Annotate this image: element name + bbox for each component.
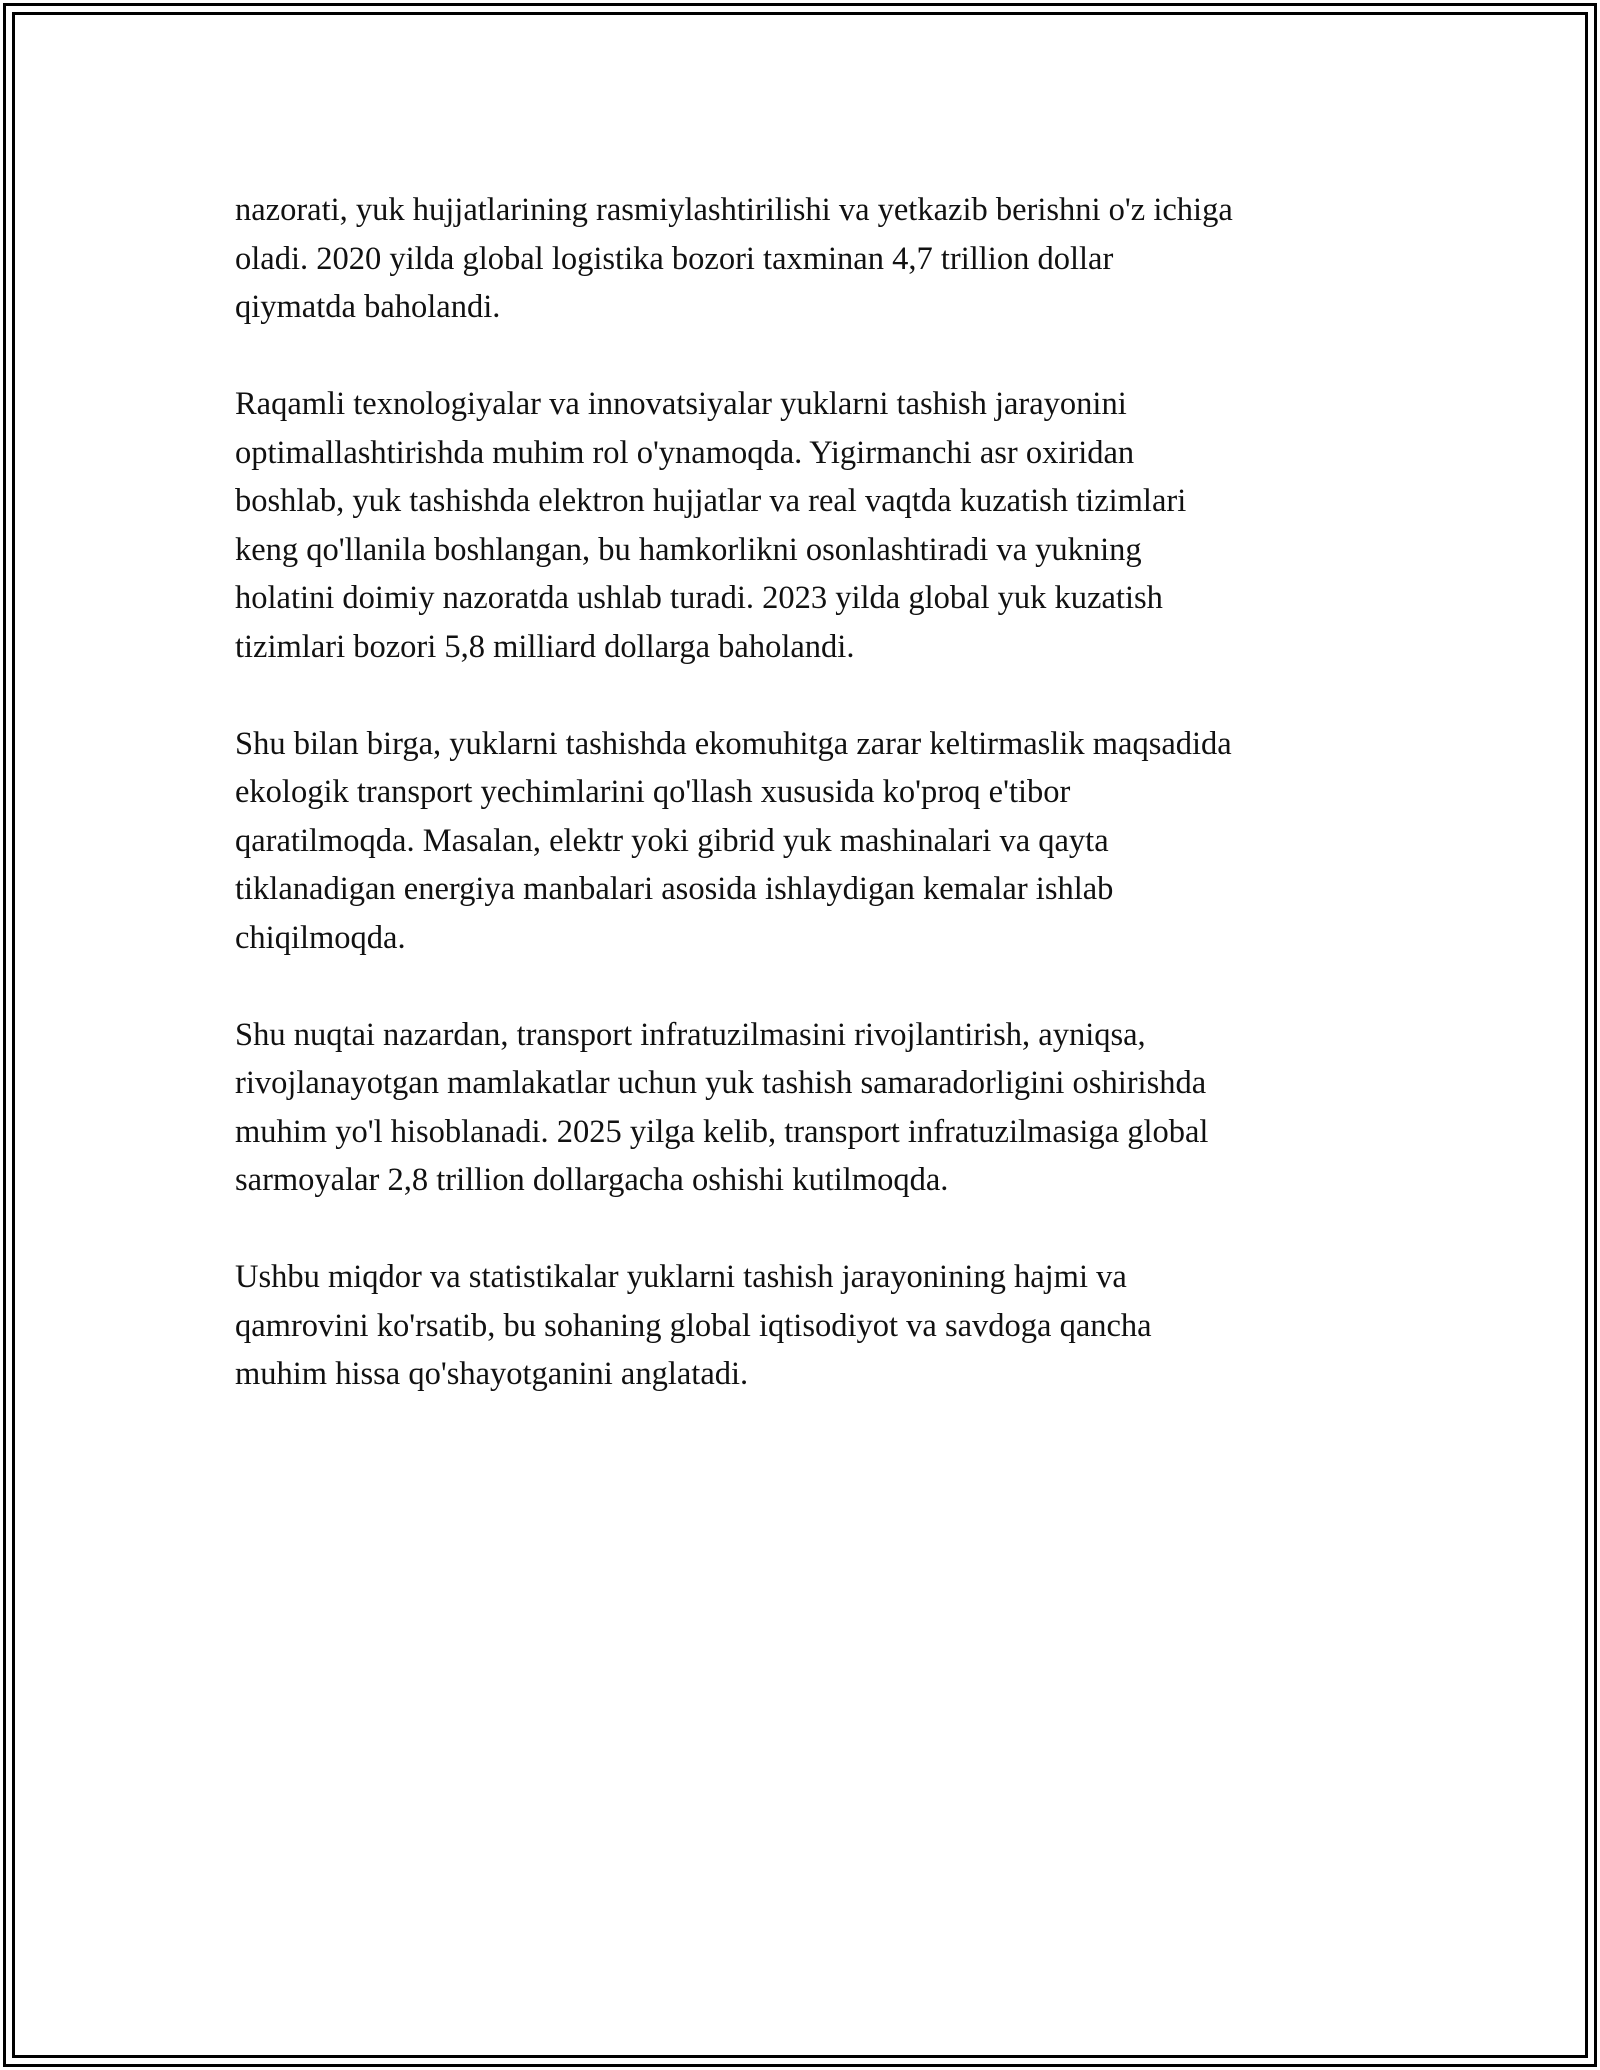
paragraph-conclusion: Ushbu miqdor va statistikalar yuklarni tashish jarayonining hajmi va qamrovini ko'rsatib, bu sohaning global iqtisodiyot va savdoga qancha muhim hissa qo'shayotganini anglatadi. — [235, 1259, 1152, 1392]
paragraph-logistics-market: nazorati, yuk hujjatlarining rasmiylashtirilishi va yetkazib berishni o'z ichiga oladi. 2020 yilda global logistika bozori taxminan 4,7 trillion dollar qiymatda baholandi. — [235, 192, 1233, 325]
paragraph-ecological-transport: Shu bilan birga, yuklarni tashishda ekomuhitga zarar keltirmaslik maqsadida ekologik transport yechimlarini qo'llash xususida ko'proq e'tibor qaratilmoqda. Masalan, elektr yoki gibrid yuk mashinalari va qayta tiklanadigan energiya manbalari asosida ishlaydigan kemalar ishlab chiqilmoqda. — [235, 725, 1232, 956]
paragraph-infrastructure-investment: Shu nuqtai nazardan, transport infratuzilmasini rivojlantirish, ayniqsa, rivojlanayotgan mamlakatlar uchun yuk tashish samaradorligini oshirishda muhim yo'l hisoblanadi. 2025 yilga kelib, transport infratuzilmasiga global sarmoyalar 2,8 trillion dollargacha oshishi kutilmoqda. — [235, 1016, 1209, 1198]
document-body — [235, 186, 1375, 1447]
paragraph-digital-technologies: Raqamli texnologiyalar va innovatsiyalar yuklarni tashish jarayonini optimallashtirishda muhim rol o'ynamoqda. Yigirmanchi asr oxiridan boshlab, yuk tashishda elektron hujjatlar va real vaqtda kuzatish tizimlari keng qo'llanila boshlangan, bu hamkorlikni osonlashtiradi va yukning holatini doimiy nazoratda ushlab turadi. 2023 yilda global yuk kuzatish tizimlari bozori 5,8 milliard dollarga baholandi. — [235, 386, 1187, 665]
